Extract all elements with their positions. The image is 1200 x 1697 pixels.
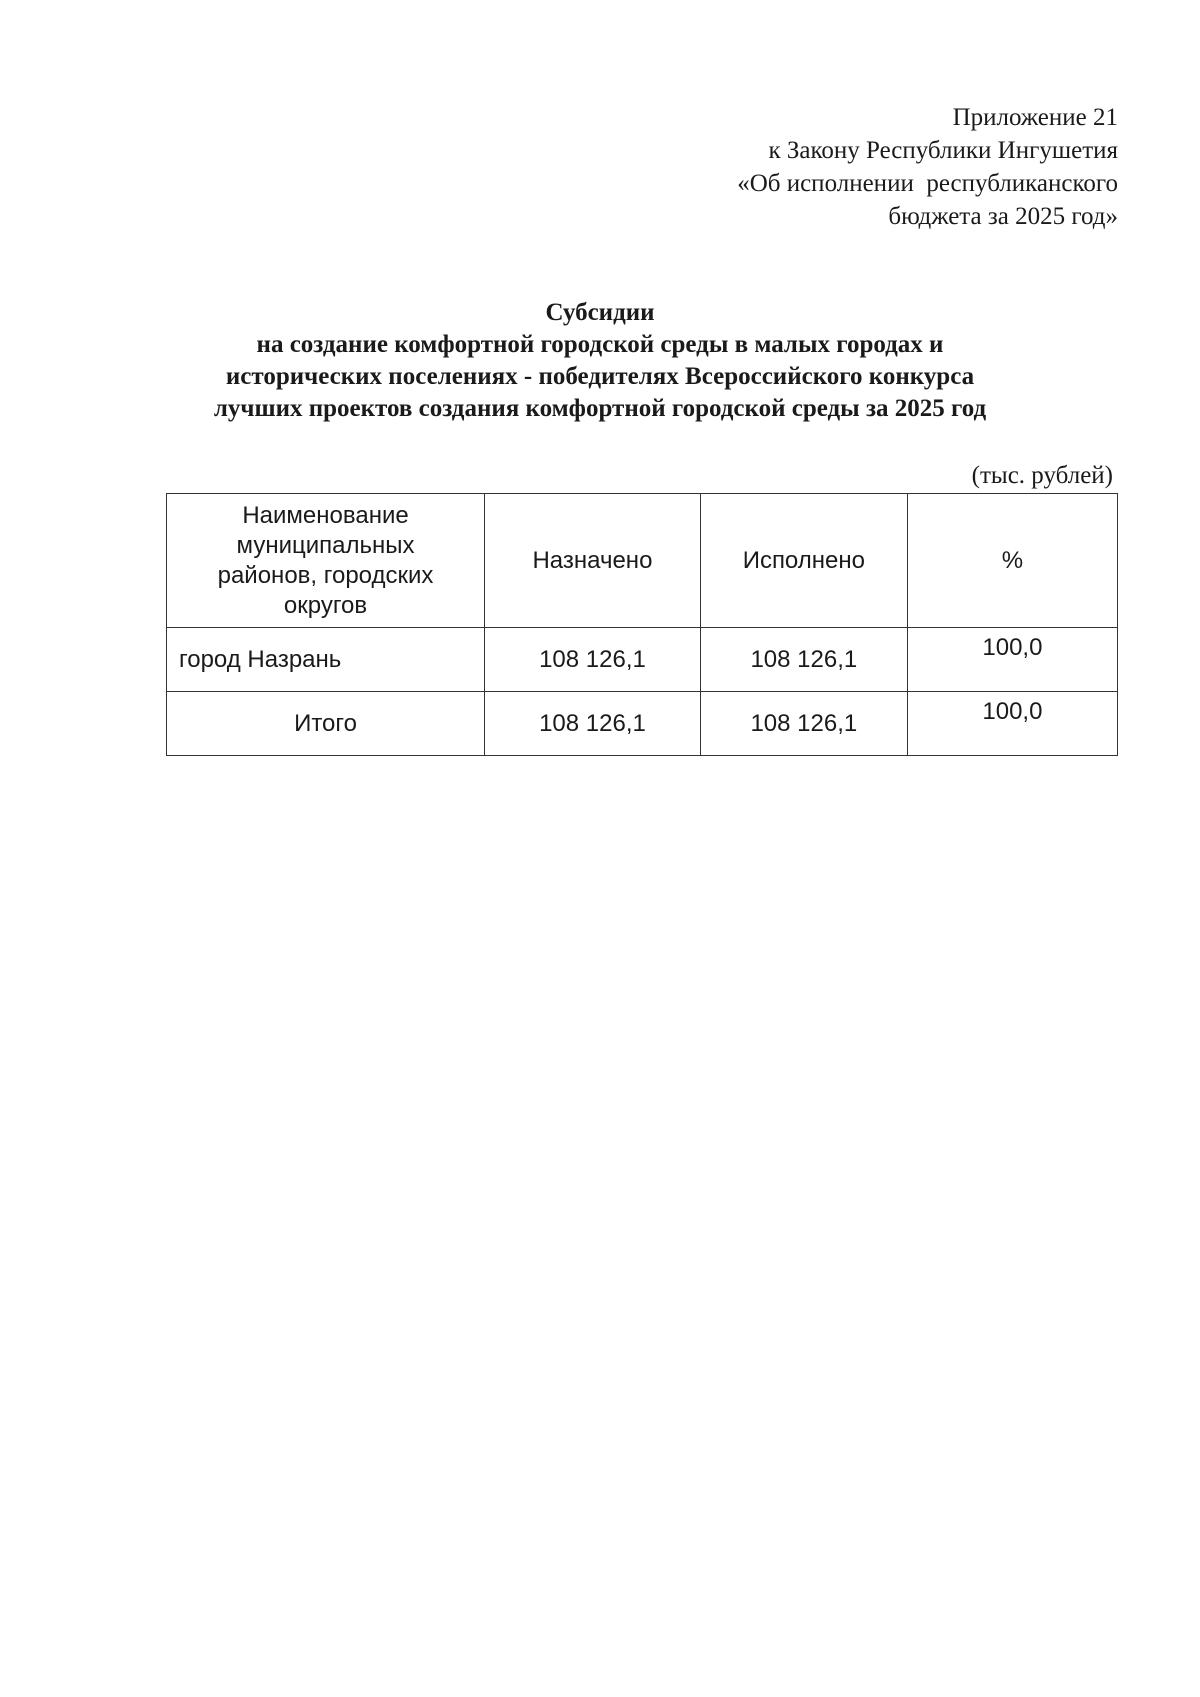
row-planned: 108 126,1 bbox=[485, 628, 701, 692]
header-municipality bbox=[167, 494, 485, 628]
row-executed: 108 126,1 bbox=[700, 628, 907, 692]
header-percent: % bbox=[907, 494, 1117, 628]
total-executed: 108 126,1 bbox=[700, 692, 907, 756]
table-row bbox=[167, 628, 1118, 692]
subsidy-table bbox=[166, 493, 1118, 756]
appendix-line: Приложение 21 bbox=[952, 104, 1118, 131]
total-percent: 100,0 bbox=[907, 692, 1117, 756]
row-name: город Назрань bbox=[167, 628, 485, 692]
units-label: (тыс. рублей) bbox=[971, 462, 1113, 489]
appendix-line: «Об исполнении республиканского bbox=[737, 170, 1118, 197]
document-title bbox=[0, 297, 1200, 425]
appendix-line: бюджета за 2025 год» bbox=[888, 203, 1118, 230]
appendix-line: к Закону Республики Ингушетия bbox=[768, 137, 1118, 164]
total-planned: 108 126,1 bbox=[485, 692, 701, 756]
total-name: Итого bbox=[167, 692, 485, 756]
title-line: исторических поселениях - победителях Всероссийского конкурса bbox=[225, 363, 975, 390]
table-header-row bbox=[167, 494, 1118, 628]
title-line: лучших проектов создания комфортной городской среды за 2025 год bbox=[213, 395, 987, 422]
table-row-total bbox=[167, 692, 1118, 756]
header-label: Наименование муниципальных районов, городских округов bbox=[217, 501, 434, 619]
title-line: Субсидии bbox=[545, 299, 655, 326]
appendix-note bbox=[737, 101, 1118, 233]
title-line: на создание комфортной городской среды в малых городах и bbox=[256, 331, 944, 358]
header-planned: Назначено bbox=[485, 494, 701, 628]
row-percent: 100,0 bbox=[907, 628, 1117, 692]
header-executed: Исполнено bbox=[700, 494, 907, 628]
